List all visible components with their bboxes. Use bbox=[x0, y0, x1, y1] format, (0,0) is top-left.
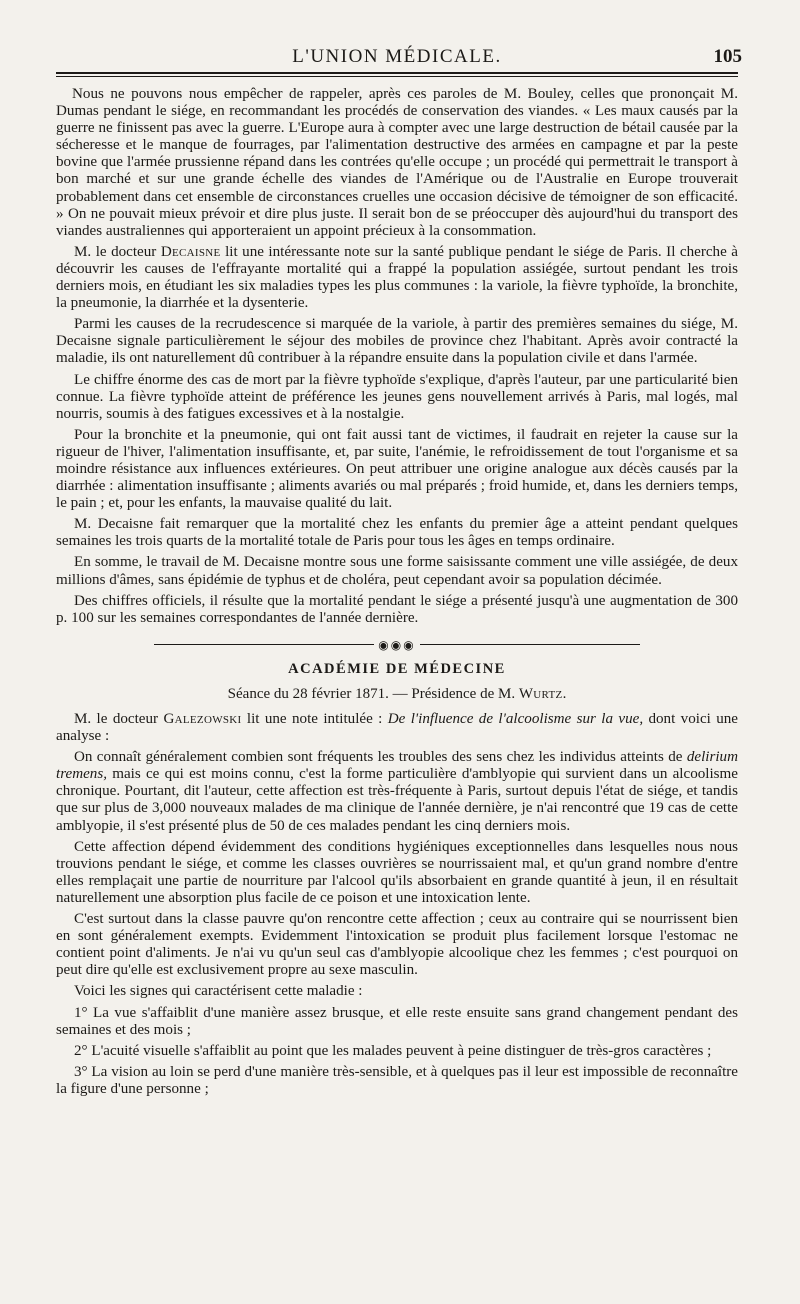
session-suffix: . bbox=[562, 685, 567, 702]
paragraph-somme: En somme, le travail de M. Decaisne montre sous une forme saisissante comment une ville assiégée, de deux millions d'âmes, sans épidémie de typhus et de choléra, peut cependant avoir sa population décimée. bbox=[56, 554, 738, 588]
text-body: lit une intéressante note sur la santé publique pendant le siége de Paris. Il cherche à découvrir les causes de l'effrayante mortalité qui a frappé la population assiégée, surtout pendant les trois derniers mois, en étudiant les six maladies types les plus communes : la variole, la fièvre typhoïde, la bronchite, la pneumonie, la diarrhée et la dysenterie. bbox=[56, 243, 738, 312]
paragraph-amblyopie bbox=[56, 749, 738, 834]
text-prefix: M. le docteur bbox=[74, 243, 161, 260]
paragraph-bronchite: Pour la bronchite et la pneumonie, qui ont fait aussi tant de victimes, il faudrait en rejeter la cause sur la rigueur de l'hiver, l'alimentation insuffisante, et, par suite, l'anémie, le refroidissement de tout l'organisme et sa moindre résistance aux influences extérieures. On peut attribuer une origine analogue aux décès causés par la diarrhée : alimentation insuffisante ; aliments avariés ou mal préparés ; froid humide, et, dans les derniers temps, le pain ; et, pour les enfants, la mauvaise qualité du lait. bbox=[56, 426, 738, 512]
author-name: Galezowski bbox=[163, 711, 242, 727]
section-ornament bbox=[56, 639, 738, 651]
journal-title: L'UNION MÉDICALE. bbox=[292, 46, 502, 67]
paragraph-chiffres: Des chiffres officiels, il résulte que la mortalité pendant le siége a présenté jusqu'à une augmentation de 300 p. 100 sur les semaines correspondantes de l'année dernière. bbox=[56, 592, 738, 626]
paragraph-galezowski-intro bbox=[56, 711, 738, 745]
sign-item: 3° La vision au loin se perd d'une manière très-sensible, et à quelques pas il leur est impossible de reconnaître la figure d'une personne ; bbox=[56, 1063, 738, 1097]
text-before: On connaît généralement combien sont fréquents les troubles des sens chez les individus atteints de bbox=[74, 749, 687, 766]
paragraph-dumas: Nous ne pouvons nous empêcher de rappeler, après ces paroles de M. Bouley, celles que prononçait M. Dumas pendant le siége, en recommandant les procédés de conservation des viandes. « Les maux causés par la guerre ne finissent pas avec la guerre. L'Europe aura à compter avec une large destruction de bétail causée par la sécheresse et le manque de fourrages, par l'alimentation destructive des armées en campagne et par la peste bovine que l'armée prussienne répand dans les contrées qu'elle occupe ; un procédé qui permettrait le transport à bon marché et sur une grande échelle des viandes de l'Amérique ou de l'Australie en Europe trouverait probablement dans cet ensemble de circonstances cruelles une occasion décisive de témoigner de son efficacité. » On ne pouvait mieux prévoir et dire plus juste. Il serait bon de se préoccuper dès aujourd'hui du transport des viandes australiennes qui apporteraient un appoint précieux à la consommation. bbox=[56, 86, 738, 239]
italic-term: delirium tremens, bbox=[56, 749, 738, 783]
sign-item: 2° L'acuité visuelle s'affaiblit au point que les malades peuvent à peine distinguer de très-gros caractères ; bbox=[74, 1042, 712, 1059]
author-name: Decaisne bbox=[160, 243, 221, 260]
header-rule bbox=[56, 72, 738, 74]
president-name: Wurtz bbox=[518, 685, 563, 702]
note-title: De l'influence de l'alcoolisme sur la vue, bbox=[387, 711, 644, 727]
paragraph-variole: Parmi les causes de la recrudescence si marquée de la variole, à partir des premières semaines du siége, M. Decaisne signale particulièrement le séjour des mobiles de province chez l'habitant. Après avoir contracté la maladie, ils ont naturellement dû contribuer à la répandre ensuite dans la population civile et dans l'armée. bbox=[56, 316, 738, 367]
text-after: mais ce qui est moins connu, c'est la forme particulière d'amblyopie qui survient dans un alcoolisme chronique. Pourtant, dit l'auteur, cette affection est très-fréquente à Paris, surtout depuis l'état de siége, et tandis que sur plus de 3,000 nouveaux malades de ma clinique de l'année dernière, je n'ai rencontré que 19 cas de cette amblyopie, il s'est présenté plus de 50 de ces malades pendant les cinq derniers mois. bbox=[56, 766, 738, 834]
paragraph-conditions: Cette affection dépend évidemment des conditions hygiéniques exceptionnelles dans lesquelles nous nous trouvions pendant le siége, et comme les classes ouvrières se nourrissaient mal, et qu'un grand nombre d'entre elles remplaçait une partie de nourriture par l'alcool qu'ils absorbaient en grande quantité à jeun, il en résultait naturellement une absorption plus facile de ce poison et une intoxication lente. bbox=[56, 838, 738, 906]
text-prefix: M. le docteur bbox=[74, 711, 164, 727]
paragraph-decaisne-intro bbox=[56, 244, 738, 312]
session-prefix: Séance du 28 février 1871. — Présidence de M. bbox=[227, 685, 519, 702]
ornament-line-right bbox=[420, 644, 640, 645]
ornament-center: ◉◉◉ bbox=[378, 637, 416, 652]
article-body bbox=[56, 70, 738, 1098]
running-head bbox=[56, 0, 742, 70]
paragraph-typhoide: Le chiffre énorme des cas de mort par la fièvre typhoïde s'explique, d'après l'auteur, par une particularité bien connue. La fièvre typhoïde atteint de préférence les jeunes gens nouvellement arrivés à Paris, mal logés, mal nourris, soumis à des fatigues excessives et à la nostalgie. bbox=[56, 371, 738, 422]
text-mid: lit une note intitulée : bbox=[241, 711, 388, 727]
header-rule-thin bbox=[56, 76, 738, 77]
paragraph-signes-intro: Voici les signes qui caractérisent cette maladie : bbox=[74, 983, 363, 1000]
paragraph-enfants: M. Decaisne fait remarquer que la mortalité chez les enfants du premier âge a atteint pendant quelques semaines les trois quarts de la mortalité totale de Paris pour tous les âges en temps ordinaire. bbox=[56, 516, 738, 550]
section-title: ACADÉMIE DE MÉDECINE bbox=[288, 660, 506, 677]
page-number: 105 bbox=[713, 46, 742, 67]
text-suffix: dont voici une analyse : bbox=[56, 711, 739, 745]
ornament-line-left bbox=[154, 644, 374, 645]
session-line bbox=[56, 686, 738, 703]
paragraph-classe-pauvre: C'est surtout dans la classe pauvre qu'on rencontre cette affection ; ceux au contraire qui se nourrissent bien en sont généralement exempts. Evidemment l'intoxication se produit plus facilement lorsque l'estomac ne contient point d'aliments. Je n'ai vu qu'un seul cas d'amblyopie alcoolique chez les femmes ; c'est pourquoi on peut dire qu'elle est exclusivement propre au sexe masculin. bbox=[56, 911, 738, 979]
sign-item: 1° La vue s'affaiblit d'une manière assez brusque, et elle reste ensuite sans grand changement pendant des semaines et des mois ; bbox=[56, 1004, 738, 1038]
